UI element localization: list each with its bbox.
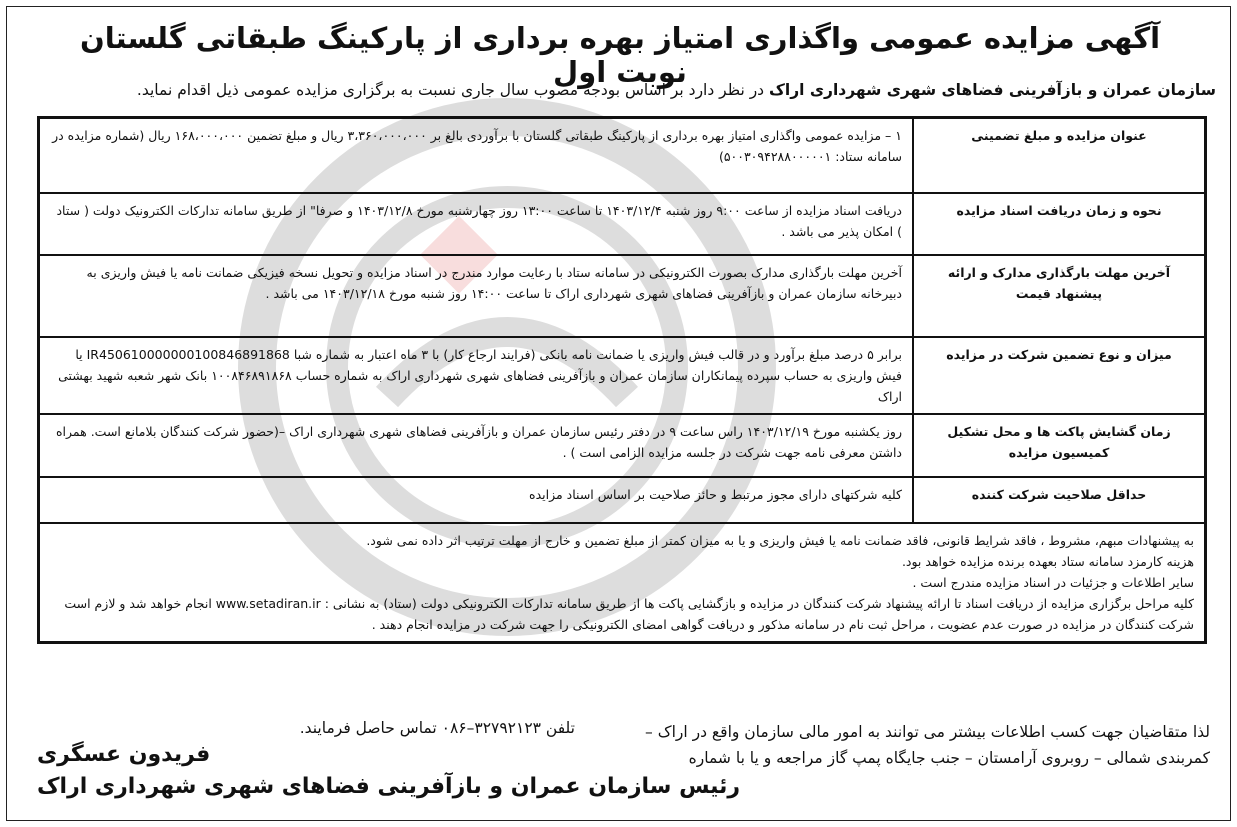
note-item: هزینه کارمزد سامانه ستاد بعهده برنده مزایده خواهد بود. bbox=[901, 553, 1194, 569]
row-value: دریافت اسناد مزایده از ساعت ۹:۰۰ روز شنبه ۱۴۰۳/۱۲/۴ تا ساعت ۱۳:۰۰ روز چهارشنبه مورخ ۱۴۰۳/۱۲/۸ و صرفا" از طریق سامانه تدارکات الکترونیک دولت ( ستاد ) امکان پذیر می باشد . bbox=[39, 193, 914, 255]
organization-name: سازمان عمران و بازآفرینی فضاهای شهری شهرداری اراک bbox=[769, 81, 1216, 99]
signer-name: فریدون عسگری bbox=[37, 742, 211, 767]
row-label: زمان گشایش پاکت ها و محل تشکیل کمیسیون مزایده bbox=[913, 414, 1206, 477]
contact-info: لذا متقاضیان جهت کسب اطلاعات بیشتر می توانند به امور مالی سازمان واقع در اراک – کمربندی شمالی – روبروی آرامستان – جنب جایگاه پمپ گاز مراجعه و یا با شماره bbox=[645, 723, 1210, 767]
row-value: ۱ – مزایده عمومی واگذاری امتیاز بهره برداری از پارکینگ طبقاتی گلستان با برآوردی بالغ بر ۳،۳۶۰،۰۰۰،۰۰۰ ریال و مبلغ تضمین ۱۶۸،۰۰۰،۰۰۰ ریال (شماره مزایده در سامانه ستاد: ۵۰۰۳۰۹۴۲۸۸۰۰۰۰۰۱) bbox=[39, 118, 914, 193]
row-label: نحوه و زمان دریافت اسناد مزایده bbox=[913, 193, 1206, 255]
note-item: سایر اطلاعات و جزئیات در اسناد مزایده مندرج است . bbox=[912, 574, 1194, 590]
notice-page bbox=[6, 6, 1231, 821]
intro-text: در نظر دارد بر اساس بودجه مصوب سال جاری نسبت به برگزاری مزایده عمومی ذیل اقدام نماید. bbox=[136, 81, 770, 99]
row-label: عنوان مزایده و مبلغ تضمینی bbox=[913, 118, 1206, 193]
tender-details-table bbox=[37, 116, 1207, 644]
signer-title: رئیس سازمان عمران و بازآفرینی فضاهای شهری شهرداری اراک bbox=[37, 774, 741, 799]
notice-intro bbox=[26, 81, 1216, 99]
note-item: کلیه مراحل برگزاری مزایده از دریافت اسناد تا ارائه پیشنهاد شرکت کنندگان در مزایده و بازگشایی پاکت ها از طریق سامانه تدارکات الکترونیکی دولت (ستاد) به نشانی : www.setadiran.ir انجام خواهد شد و لازم است شرکت کنندگان در مزایده در صورت عدم عضویت ، مراحل ثبت نام در سامانه مذکور و دریافت گواهی امضای الکترونیکی را جهت شرکت در مزایده انجام دهند . bbox=[64, 595, 1194, 632]
notes-cell bbox=[39, 523, 1206, 643]
table-row bbox=[39, 477, 1206, 523]
note-item: به پیشنهادات مبهم، مشروط ، فاقد شرایط قانونی، فاقد ضمانت نامه یا فیش واریزی و یا به میزان کمتر از مبلغ تضمین و خارج از مهلت ترتیب اثر داده نمی شود. bbox=[366, 532, 1194, 548]
table-row bbox=[39, 255, 1206, 337]
notice-title: آگهی مزایده عمومی واگذاری امتیاز بهره برداری از پارکینگ طبقاتی گلستان نوبت اول bbox=[79, 21, 1161, 89]
contact-phone: تلفن ۳۲۷۹۲۱۲۳–۰۸۶ تماس حاصل فرمایند. bbox=[299, 719, 575, 737]
row-value: کلیه شرکتهای دارای مجوز مرتبط و حائز صلاحیت بر اساس اسناد مزایده bbox=[39, 477, 914, 523]
table-row bbox=[39, 414, 1206, 477]
row-label: آخرین مهلت بارگذاری مدارک و ارائه پیشنهاد قیمت bbox=[913, 255, 1206, 337]
table-row bbox=[39, 193, 1206, 255]
notes-row bbox=[39, 523, 1206, 643]
row-label: میزان و نوع تضمین شرکت در مزایده bbox=[913, 337, 1206, 414]
row-value: روز یکشنبه مورخ ۱۴۰۳/۱۲/۱۹ راس ساعت ۹ در دفتر رئیس سازمان عمران و بازآفرینی فضاهای شهری شهرداری اراک –(حضور شرکت کنندگان بلامانع است. همراه داشتن معرفی نامه جهت شرکت در جلسه مزایده الزامی است ) . bbox=[39, 414, 914, 477]
table-row bbox=[39, 118, 1206, 193]
row-value: برابر ۵ درصد مبلغ برآورد و در قالب فیش واریزی یا ضمانت نامه بانکی (فرایند ارجاع کار) با ۳ ماه اعتبار به شماره شبا IR450610000000100846891868 یا فیش واریزی به حساب سپرده پیمانکاران سازمان عمران و بازآفرینی فضاهای شهری شهرداری اراک به شماره حساب ۱۰۰۸۴۶۸۹۱۸۶۸ بانک شهر شعبه شهید بهشتی اراک bbox=[39, 337, 914, 414]
row-value: آخرین مهلت بارگذاری مدارک بصورت الکترونیکی در سامانه ستاد با رعایت موارد مندرج در اسناد مزایده و تحویل نسخه فیزیکی ضمانت نامه یا فیش واریزی به دبیرخانه سازمان عمران و بازآفرینی فضاهای شهری شهرداری اراک تا ساعت ۱۴:۰۰ روز شنبه مورخ ۱۴۰۳/۱۲/۱۸ می باشد . bbox=[39, 255, 914, 337]
row-label: حداقل صلاحیت شرکت کننده bbox=[913, 477, 1206, 523]
table-row bbox=[39, 337, 1206, 414]
